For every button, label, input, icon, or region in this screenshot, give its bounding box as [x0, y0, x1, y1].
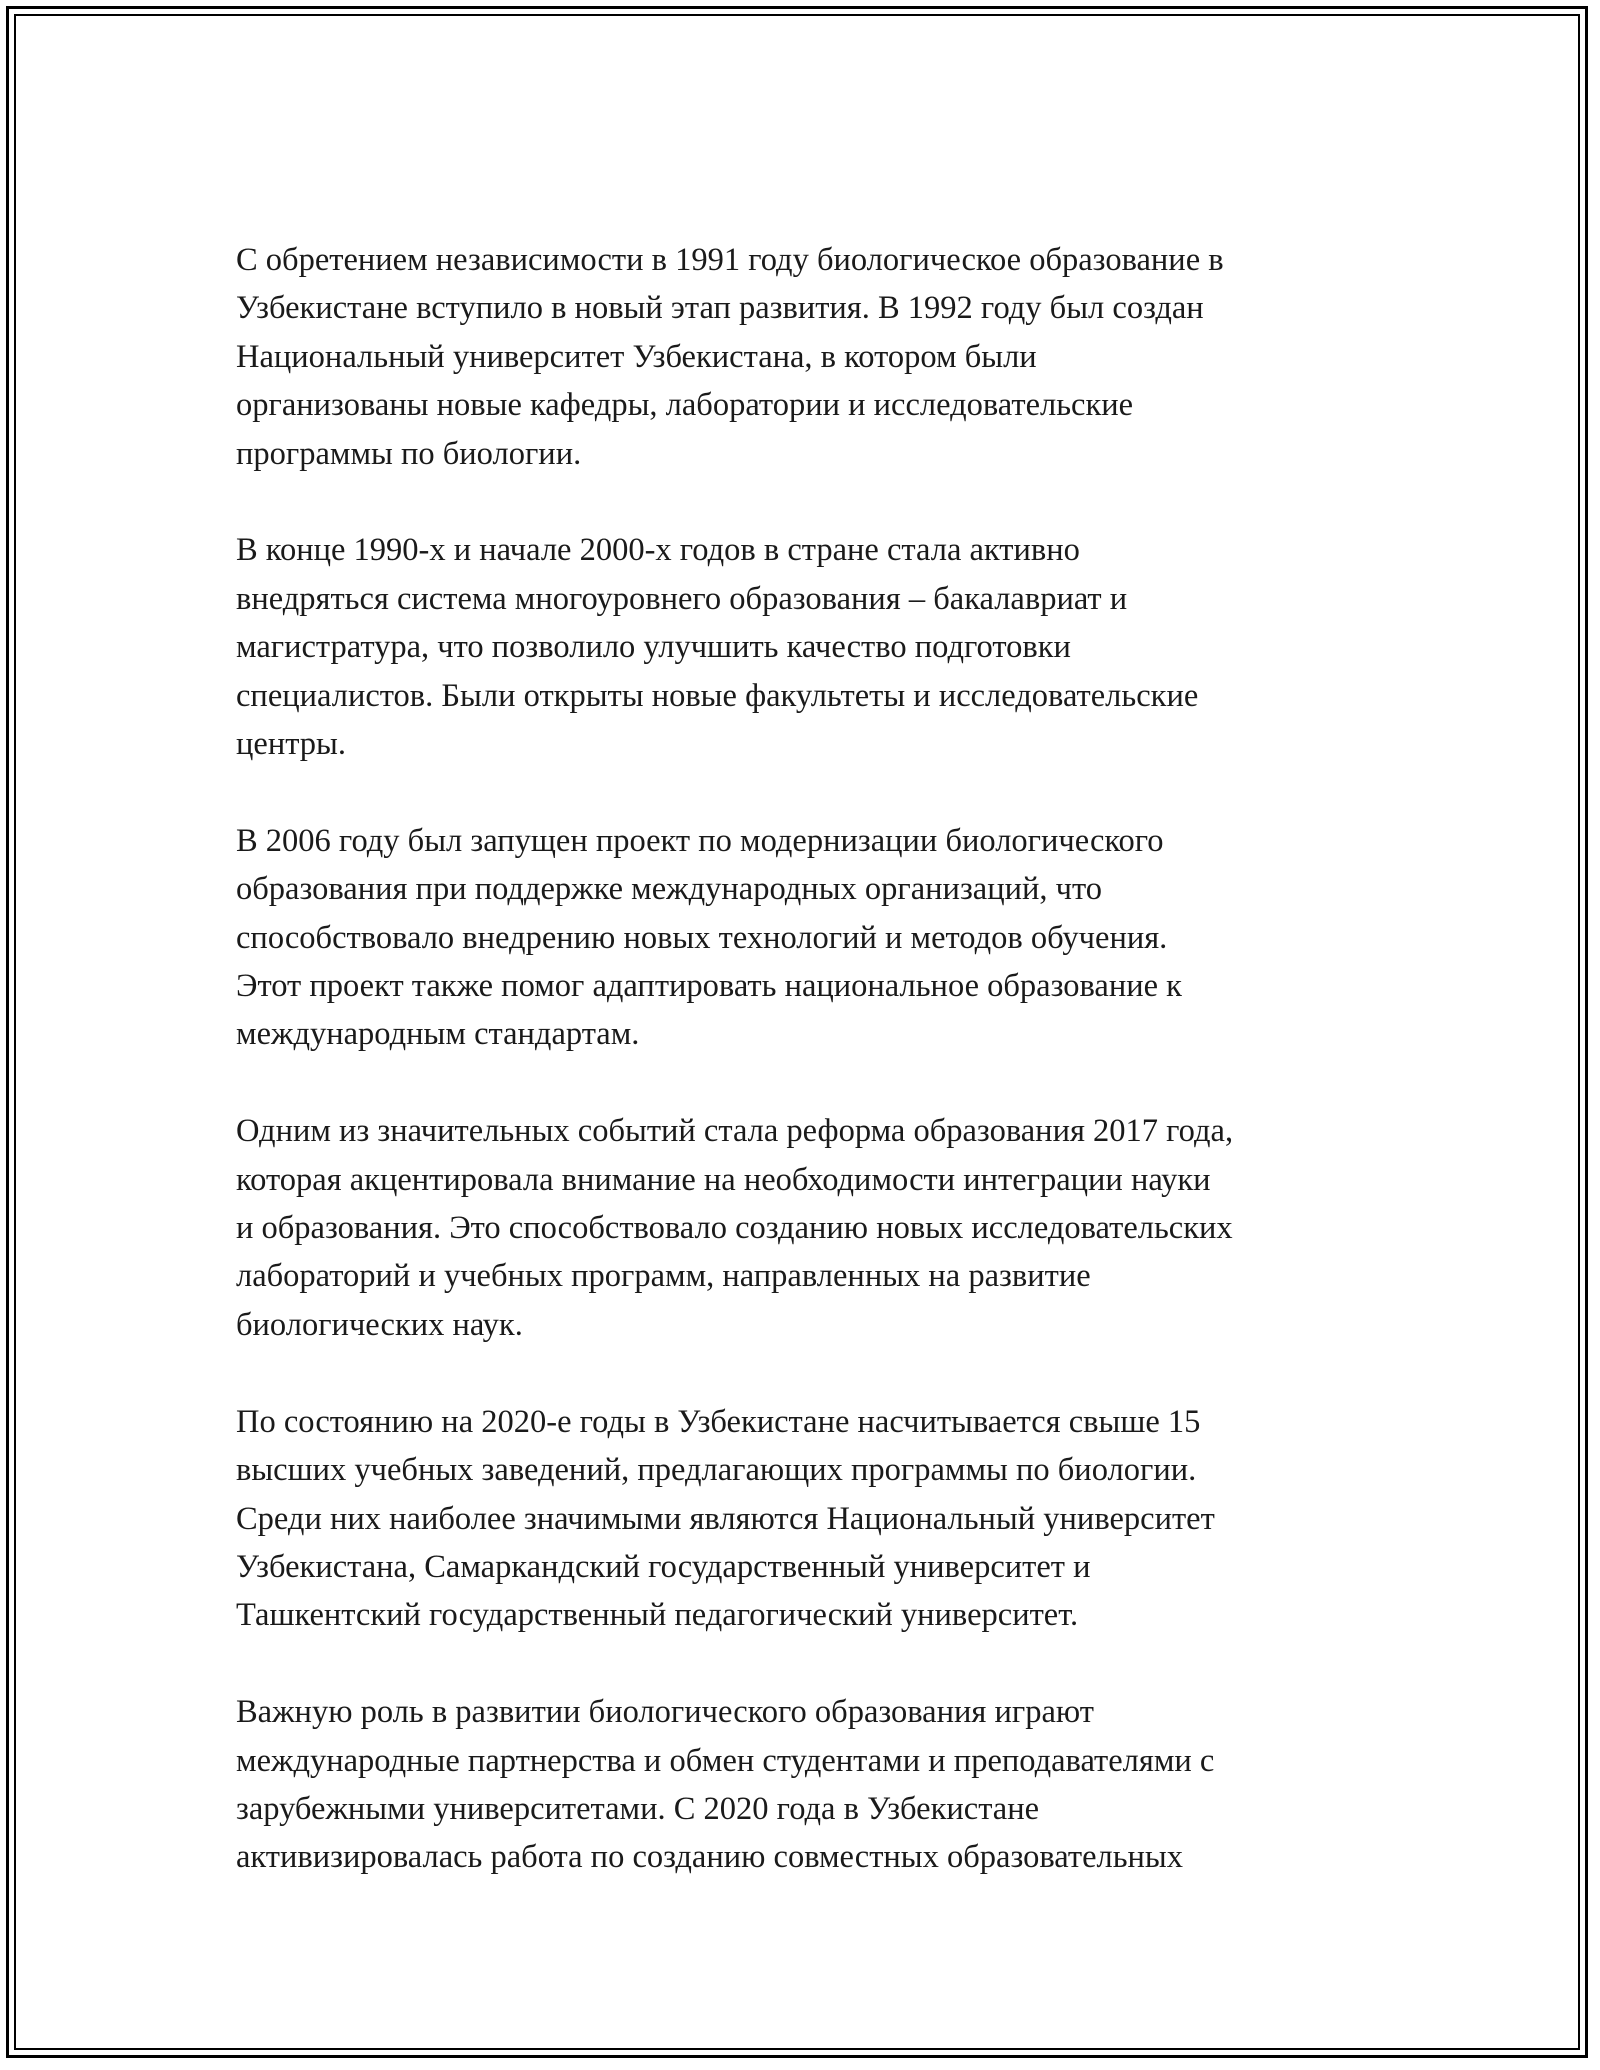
paragraph-modernization-project	[236, 817, 1386, 1059]
text-line: и образования. Это способствовало созданию новых исследовательских	[236, 1210, 1233, 1247]
text-line: активизировалась работа по созданию совместных образовательных	[236, 1839, 1184, 1876]
text-line: международным стандартам.	[236, 1016, 640, 1053]
text-line: С обретением независимости в 1991 году биологическое образование в	[236, 242, 1224, 278]
text-line: образования при поддержке международных организаций, что	[236, 871, 1103, 908]
text-line: программы по биологии.	[236, 435, 582, 472]
text-line: центры.	[236, 726, 347, 763]
text-line: Узбекистана, Самаркандский государственный университет и	[236, 1548, 1091, 1585]
text-line: Важную роль в развитии биологического образования играют	[236, 1694, 1094, 1731]
text-line: специалистов. Были открыты новые факультеты и исследовательские	[236, 677, 1199, 714]
text-line: Среди них наиболее значимыми являются Национальный университет	[236, 1500, 1215, 1537]
text-line: организованы новые кафедры, лаборатории и исследовательские	[236, 387, 1134, 424]
text-line: В конце 1990-х и начале 2000-х годов в стране стала активно	[236, 532, 1080, 569]
paragraph-universities-2020s	[236, 1398, 1386, 1640]
text-line: Одним из значительных событий стала реформа образования 2017 года,	[236, 1113, 1234, 1150]
text-line: По состоянию на 2020-е годы в Узбекистане насчитывается свыше 15	[236, 1403, 1201, 1440]
text-line: которая акцентировала внимание на необходимости интеграции науки	[236, 1161, 1211, 1198]
text-line: способствовало внедрению новых технологий и методов обучения.	[236, 919, 1168, 956]
paragraph-multilevel-education	[236, 526, 1386, 768]
text-line: высших учебных заведений, предлагающих программы по биологии.	[236, 1452, 1197, 1489]
paragraph-international-partnerships	[236, 1688, 1386, 1882]
text-line: биологических наук.	[236, 1306, 523, 1343]
text-line: Ташкентский государственный педагогический университет.	[236, 1597, 1079, 1634]
document-body	[236, 236, 1386, 1930]
text-line: Этот проект также помог адаптировать национальное образование к	[236, 968, 1182, 1005]
paragraph-reform-2017	[236, 1107, 1386, 1349]
text-line: зарубежными университетами. С 2020 года в Узбекистане	[236, 1790, 1040, 1827]
text-line: магистратура, что позволило улучшить качество подготовки	[236, 629, 1071, 666]
text-line: международные партнерства и обмен студентами и преподавателями с	[236, 1742, 1215, 1779]
text-line: Узбекистане вступило в новый этап развития. В 1992 году был создан	[236, 290, 1204, 327]
text-line: Национальный университет Узбекистана, в котором были	[236, 338, 1037, 375]
paragraph-independence	[236, 236, 1386, 478]
text-line: внедряться система многоуровнего образования – бакалавриат и	[236, 580, 1128, 617]
text-line: В 2006 году был запущен проект по модернизации биологического	[236, 822, 1164, 859]
text-line: лабораторий и учебных программ, направленных на развитие	[236, 1258, 1091, 1295]
